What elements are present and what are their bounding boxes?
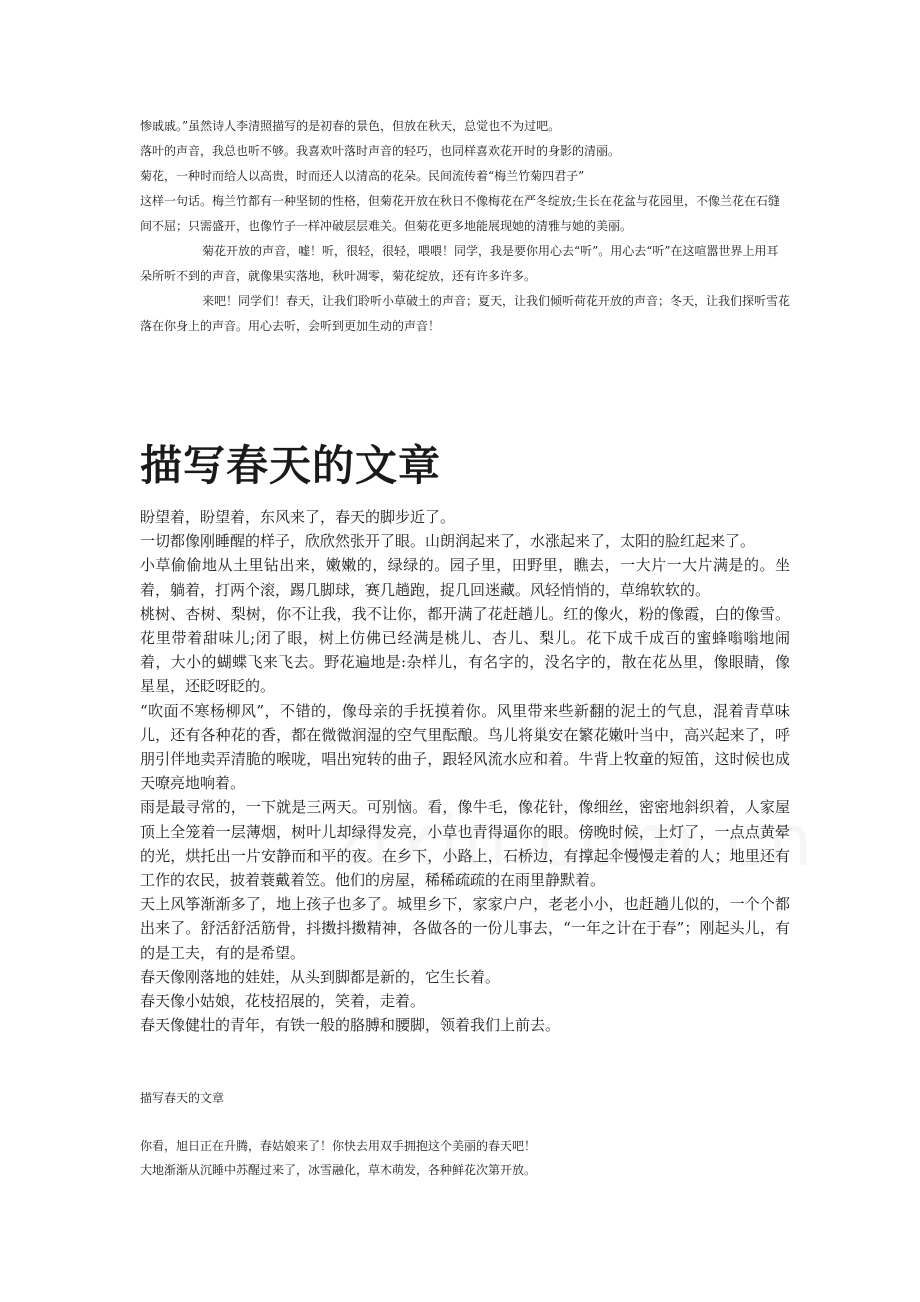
paragraph: 菊花，一种时而给人以高贵，时而还人以清高的花朵。民间流传着“梅兰竹菊四君子”: [140, 169, 585, 183]
paragraph: 桃树、杏树、梨树，你不让我，我不让你，都开满了花赶趟儿。红的像火，粉的像霞，白的像雪。花里带着甜味儿;闭了眼，树上仿佛已经满是桃儿、杏儿、梨儿。花下成千成百的蜜蜂嗡嗡地闹着，大小的蝴蝶飞来飞去。野花遍地是:杂样儿，有名字的，没名字的，散在花丛里，像眼睛，像星星，还眨呀眨的。: [140, 604, 790, 696]
paragraph: 落叶的声音，我总也听不够。我喜欢叶落时声音的轻巧，也同样喜欢花开时的身影的清丽。: [140, 144, 621, 158]
paragraph: 盼望着，盼望着，东风来了，春天的脚步近了。: [140, 508, 456, 526]
paragraph: 菊花开放的声音，嘘！听，很轻，很轻，喂喂！同学，我是要你用心去“听”。用心去“听”在这喧嚣世界上用耳朵所听不到的声音，就像果实落地，秋叶凋零，菊花绽放，还有许多许多。: [140, 244, 779, 283]
paragraph: 惨戚戚。”虽然诗人李清照描写的是初春的景色，但放在秋天，总觉也不为过吧。: [140, 119, 561, 133]
paragraph: 春天像小姑娘，花枝招展的，笑着，走着。: [140, 992, 426, 1011]
paragraph: 你看，旭日正在升腾，春姑娘来了！你快去用双手拥抱这个美丽的春天吧！: [140, 1139, 537, 1153]
paragraph: 一切都像刚睡醒的样子，欣欣然张开了眼。山朗润起来了，水涨起来了，太阳的脸红起来了。: [140, 532, 756, 551]
paragraph: 天上风筝渐渐多了，地上孩子也多了。城里乡下，家家户户，老老小小，也赶趟儿似的，一个个都出来了。舒活舒活筋骨，抖擞抖擞精神，各做各的一份儿事去，“一年之计在于春”；刚起头儿，有的是工夫，有的是希望。: [140, 895, 790, 962]
top-text-block: [140, 114, 790, 339]
paragraph: 春天像健壮的青年，有铁一般的胳膊和腰脚，领着我们上前去。: [140, 1016, 561, 1035]
paragraph: 小草偷偷地从土里钻出来，嫩嫩的，绿绿的。园子里，田野里，瞧去，一大片一大片满是的。坐着，躺着，打两个滚，踢几脚球，赛几趟跑，捉几回迷藏。风轻悄悄的，草绵软软的。: [140, 556, 790, 599]
document-page: [140, 0, 790, 1302]
paragraph: “吹面不寒杨柳风”，不错的，像母亲的手抚摸着你。风里带来些新翻的泥土的气息，混着青草味儿，还有各种花的香，都在微微润湿的空气里酝酿。鸟儿将巢安在繁花嫩叶当中，高兴起来了，呼朋引伴地卖弄清脆的喉咙，唱出宛转的曲子，跟轻风流水应和着。牛背上牧童的短笛，这时候也成天嘹亮地响着。: [140, 701, 790, 793]
bottom-text-block: [140, 1134, 790, 1182]
paragraph: 大地渐渐从沉睡中苏醒过来了，冰雪融化，草木萌发，各种鲜花次第开放。: [140, 1163, 537, 1177]
paragraph: 来吧！同学们！春天，让我们聆听小草破土的声音；夏天，让我们倾听荷花开放的声音；冬天，让我们探听雪花落在你身上的声音。用心去听，会听到更加生动的声音！: [140, 294, 791, 333]
paragraph: 雨是最寻常的，一下就是三两天。可别恼。看，像牛毛，像花针，像细丝，密密地斜织着，人家屋顶上全笼着一层薄烟，树叶儿却绿得发亮，小草也青得逼你的眼。傍晚时候，上灯了，一点点黄晕的光，烘托出一片安静而和平的夜。在乡下，小路上，石桥边，有撑起伞慢慢走着的人；地里还有工作的农民，披着蓑戴着笠。他们的房屋，稀稀疏疏的在雨里静默着。: [140, 798, 790, 890]
section-subtitle: 描写春天的文章: [140, 1091, 225, 1105]
article-body: [140, 505, 790, 1037]
article-heading: 描写春天的文章: [140, 441, 442, 490]
paragraph: 春天像刚落地的娃娃，从头到脚都是新的，它生长着。: [140, 967, 501, 986]
paragraph: 这样一句话。梅兰竹都有一种坚韧的性格，但菊花开放在秋日不像梅花在严冬绽放;生长在花盆与花园里，不像兰花在石缝间不屈；只需盛开，也像竹子一样冲破层层难关。但菊花更多地能展现她的清雅与她的美丽。: [140, 194, 781, 233]
